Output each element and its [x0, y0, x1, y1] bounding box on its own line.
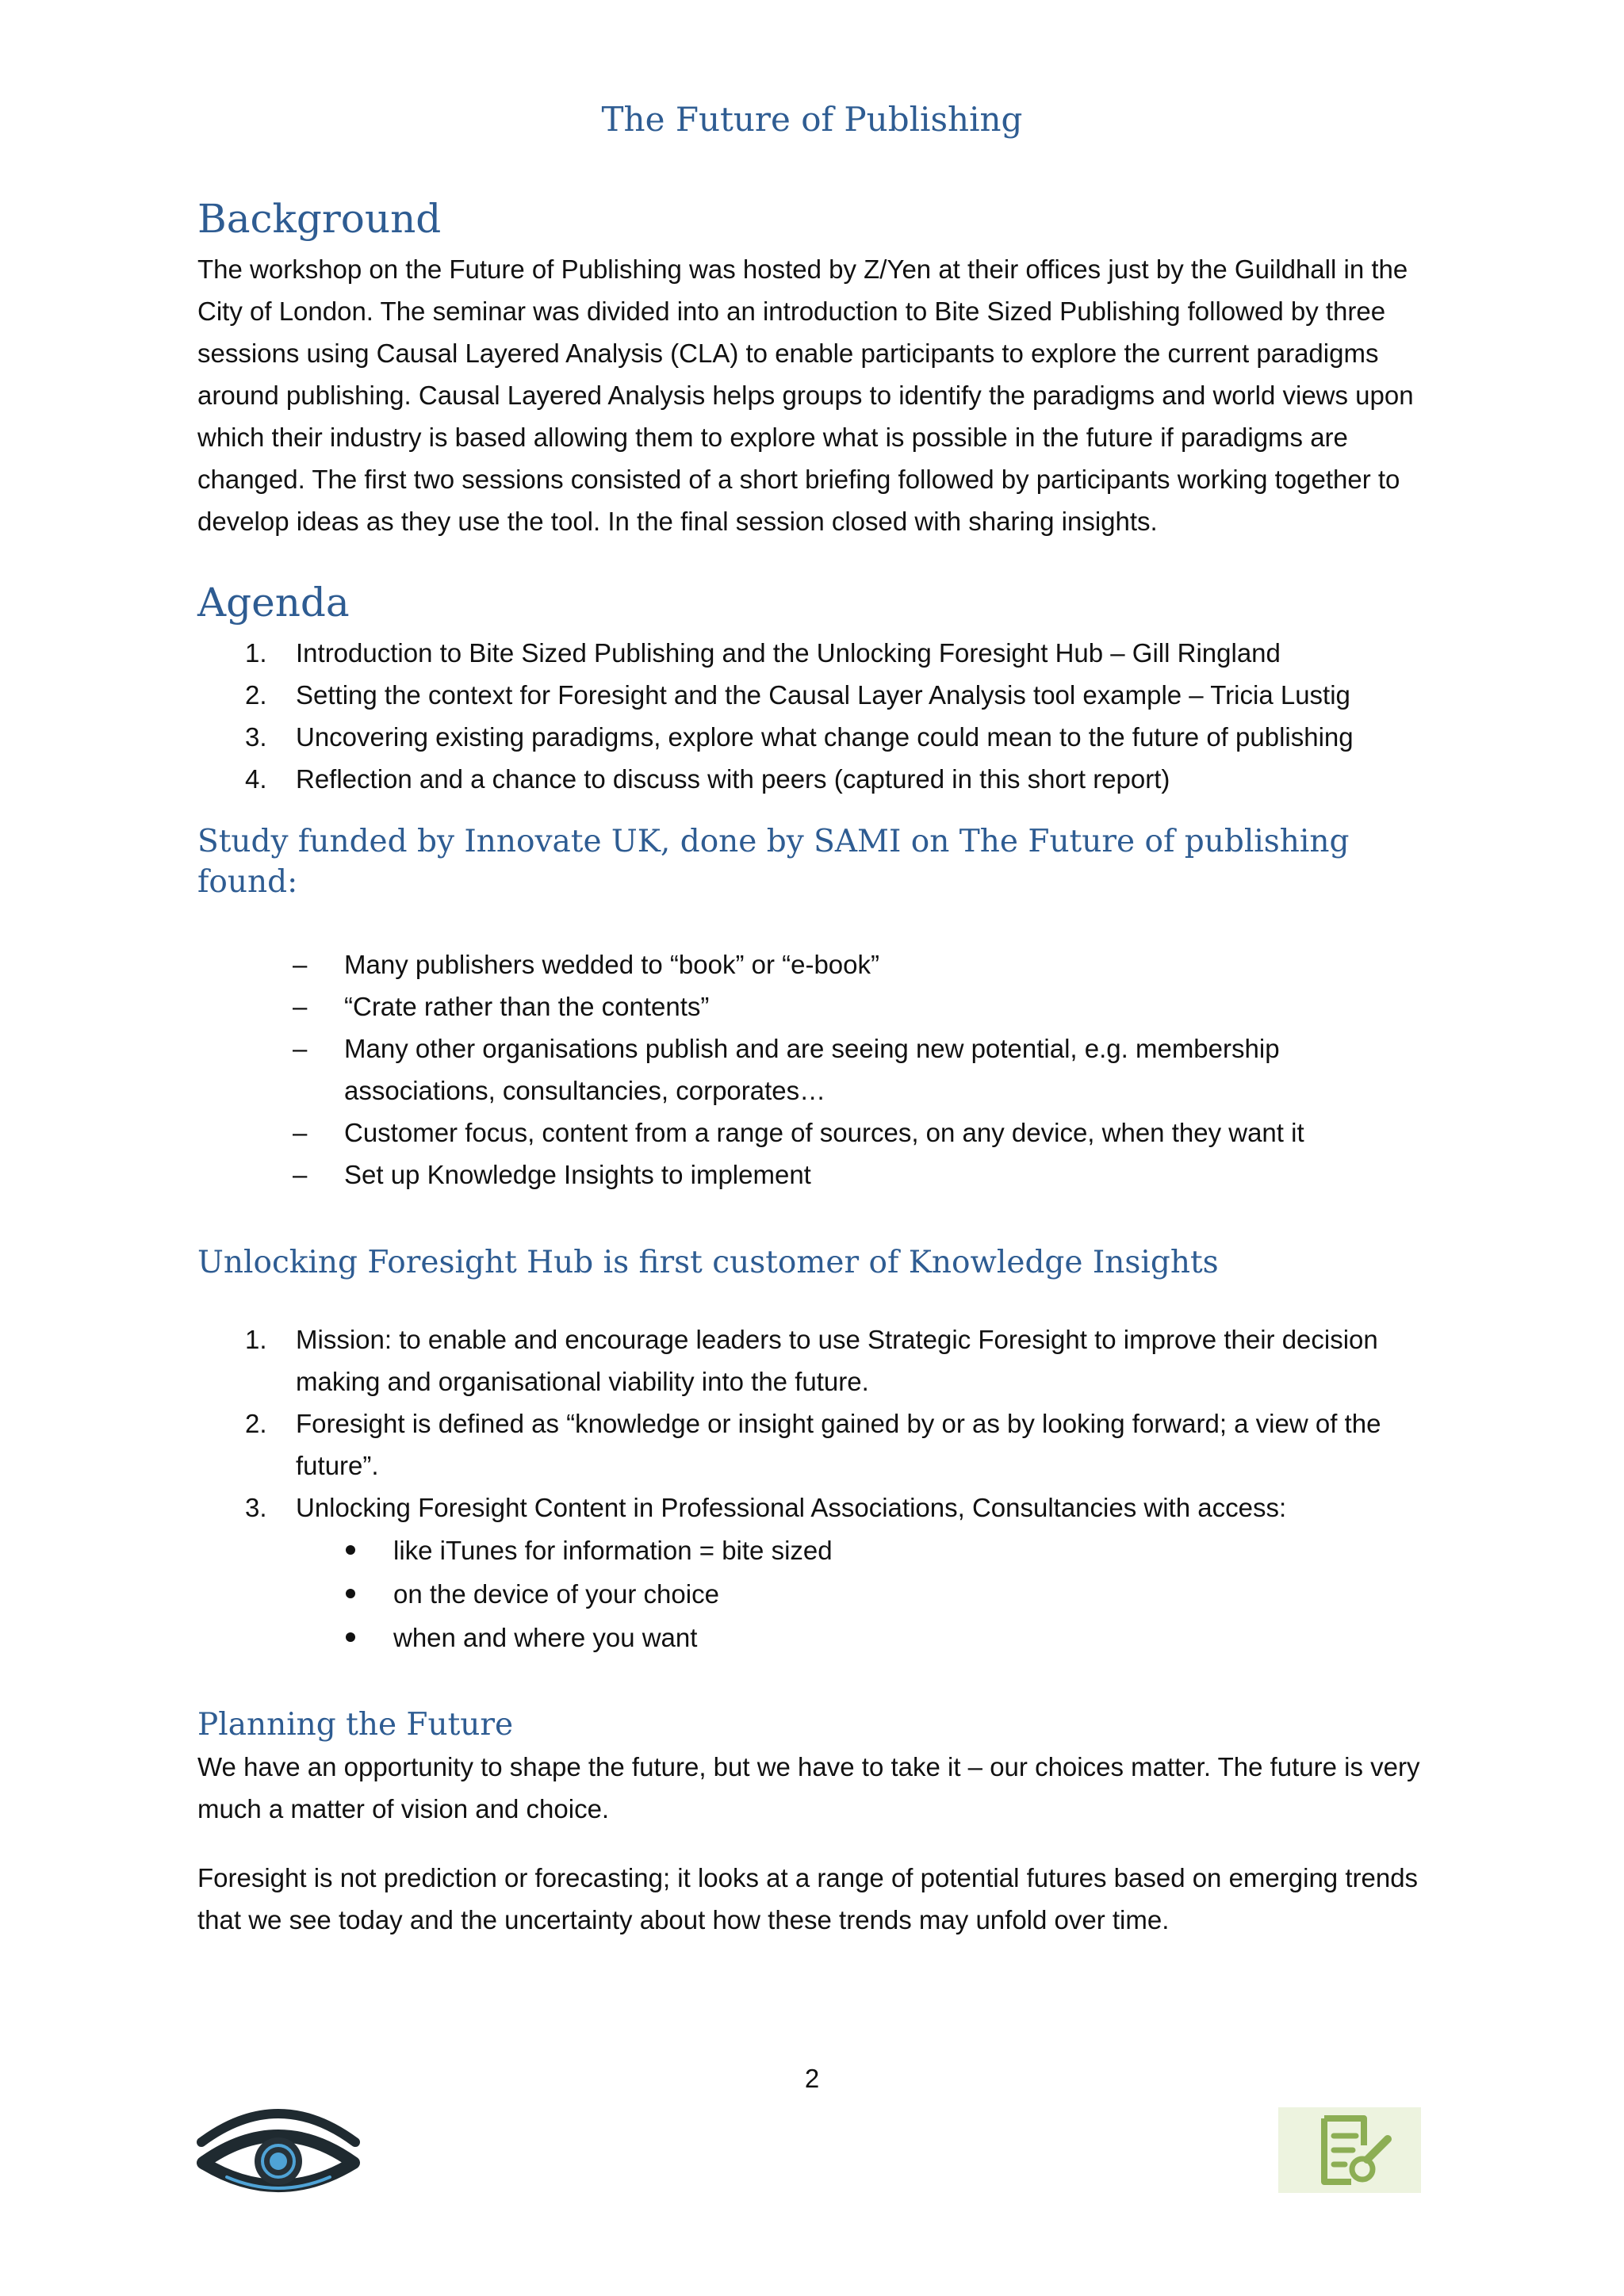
hub-item-number: 1.	[245, 1325, 267, 1355]
study-finding-text: Customer focus, content from a range of sources, on any device, when they want it	[344, 1118, 1304, 1148]
hub-item-number: 2.	[245, 1409, 267, 1439]
agenda-item-text: Introduction to Bite Sized Publishing and the Unlocking Foresight Hub – Gill Ringland	[296, 638, 1281, 668]
hub-item-text: Foresight is defined as “knowledge or insight gained by or as by looking forward; a view of the future”.	[296, 1409, 1381, 1481]
eye-logo-icon	[195, 2098, 362, 2199]
document-edit-icon	[1278, 2107, 1421, 2193]
background-paragraph: The workshop on the Future of Publishing was hosted by Z/Yen at their offices just by the Guildhall in the City of London. The seminar was divided into an introduction to Bite Sized Publishing followed by three sessions using Causal Layered Analysis (CLA) to enable participants to explore the current paradigms around publishing. Causal Layered Analysis helps groups to identify the paradigms and world views upon which their industry is based allowing them to explore what is possible in the future if paradigms are changed. The first two sessions consisted of a short briefing followed by participants working together to develop ideas as they use the tool. In the final session closed with sharing insights.	[197, 254, 1414, 536]
hub-access-bullets	[197, 1529, 1434, 1659]
hub-item	[197, 1487, 1434, 1529]
hub-item-text: Unlocking Foresight Content in Professional Associations, Consultancies with access:	[296, 1493, 1287, 1523]
hub-bullet-text: when and where you want	[393, 1623, 698, 1653]
agenda-item-number: 4.	[245, 764, 267, 794]
agenda-list	[197, 632, 1434, 800]
dash-marker: –	[293, 950, 308, 980]
agenda-heading: Agenda	[197, 580, 350, 626]
planning-paragraph: We have an opportunity to shape the future, but we have to take it – our choices matter. The future is very much a matter of vision and choice.	[197, 1751, 1420, 1823]
planning-paragraph: Foresight is not prediction or forecasting; it looks at a range of potential futures based on emerging trends that we see today and the uncertainty about how these trends may unfold over time.	[197, 1862, 1419, 1934]
hub-item-text: Mission: to enable and encourage leaders to use Strategic Foresight to improve their decision making and organisational viability into the future.	[296, 1325, 1378, 1397]
hub-item	[197, 1402, 1434, 1487]
dash-marker: –	[293, 1118, 308, 1148]
planning-heading: Planning the Future	[197, 1707, 514, 1743]
hub-bullet-text: on the device of your choice	[393, 1579, 719, 1609]
hub-bullet-text: like iTunes for information = bite sized	[393, 1536, 833, 1566]
study-findings-list	[197, 943, 1434, 1196]
study-finding-text: Many publishers wedded to “book” or “e-book”	[344, 950, 880, 980]
study-finding-item	[197, 943, 1434, 985]
agenda-item-text: Reflection and a chance to discuss with peers (captured in this short report)	[296, 764, 1170, 794]
hub-list	[197, 1318, 1434, 1529]
agenda-item	[197, 632, 1434, 674]
study-finding-item	[197, 985, 1434, 1027]
study-finding-text: “Crate rather than the contents”	[344, 992, 710, 1022]
hub-item-number: 3.	[245, 1493, 267, 1523]
hub-bullet-item	[197, 1616, 1434, 1659]
bullet-icon	[346, 1545, 355, 1555]
page-number: 2	[804, 2064, 820, 2093]
background-heading: Background	[197, 196, 442, 242]
dash-marker: –	[293, 992, 308, 1022]
study-finding-item	[197, 1154, 1434, 1196]
agenda-item-text: Uncovering existing paradigms, explore what change could mean to the future of publishing	[296, 722, 1354, 752]
agenda-item-number: 1.	[245, 638, 267, 668]
study-finding-text: Set up Knowledge Insights to implement	[344, 1160, 811, 1190]
study-finding-text: Many other organisations publish and are seeing new potential, e.g. membership associations, consultancies, corporates…	[344, 1034, 1280, 1106]
study-finding-item	[197, 1112, 1434, 1154]
main-content	[197, 193, 1434, 1941]
dash-marker: –	[293, 1160, 308, 1190]
study-heading: Study funded by Innovate UK, done by SAMI on The Future of publishing found:	[197, 824, 1350, 900]
hub-bullet-item	[197, 1529, 1434, 1572]
page-header-title: The Future of Publishing	[601, 100, 1023, 139]
dash-marker: –	[293, 1034, 308, 1064]
hub-item	[197, 1318, 1434, 1402]
agenda-item	[197, 716, 1434, 758]
agenda-item	[197, 674, 1434, 716]
bullet-icon	[346, 1632, 355, 1642]
agenda-item-number: 2.	[245, 680, 267, 710]
study-finding-item	[197, 1027, 1434, 1112]
agenda-item-text: Setting the context for Foresight and the Causal Layer Analysis tool example – Tricia Lustig	[296, 680, 1350, 710]
bullet-icon	[346, 1589, 355, 1598]
hub-bullet-item	[197, 1572, 1434, 1616]
agenda-item-number: 3.	[245, 722, 267, 752]
agenda-item	[197, 758, 1434, 800]
hub-heading: Unlocking Foresight Hub is first customer of Knowledge Insights	[197, 1245, 1219, 1281]
